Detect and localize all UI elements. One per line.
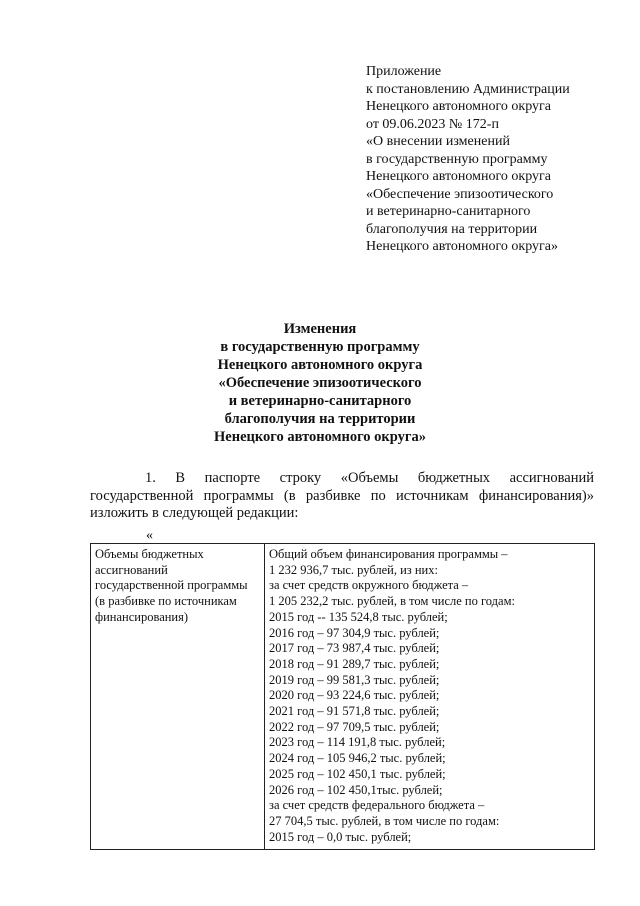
appendix-line: от 09.06.2023 № 172-п xyxy=(366,116,499,132)
title-line: и ветеринарно-санитарного xyxy=(228,393,412,409)
appendix-line: Ненецкого автономного округа» xyxy=(366,239,558,254)
appendix-line: «Обеспечение эпизоотического xyxy=(366,186,554,202)
value-line: за счет средств окружного бюджета – xyxy=(269,578,469,593)
title-line: Ненецкого автономного округа xyxy=(217,357,423,373)
appendix-block xyxy=(366,63,626,256)
document-title xyxy=(140,320,500,446)
row-value-cell xyxy=(265,544,595,850)
value-line: за счет средств федерального бюджета – xyxy=(269,798,485,813)
label-line: ассигнований xyxy=(95,562,168,577)
paragraph-line-1: 1. В паспорте строку «Объемы бюджетных ассигнований xyxy=(145,470,594,486)
appendix-line: благополучия на территории xyxy=(366,221,538,237)
value-line: 2025 год – 102 450,1 тыс. рублей; xyxy=(269,766,446,781)
appendix-line: Ненецкого автономного округа xyxy=(366,169,551,184)
appendix-line: Ненецкого автономного округа xyxy=(366,99,551,114)
opening-quote-mark: « xyxy=(146,528,153,543)
title-line: Ненецкого автономного округа» xyxy=(214,429,426,445)
value-line: 2017 год – 73 987,4 тыс. рублей; xyxy=(269,641,440,656)
value-line: 1 232 936,7 тыс. рублей, из них: xyxy=(269,562,438,577)
value-line: Общий объем финансирования программы – xyxy=(269,547,508,561)
value-line: 2019 год – 99 581,3 тыс. рублей; xyxy=(269,672,440,687)
label-line: государственной программы xyxy=(95,578,248,593)
value-line: 2024 год – 105 946,2 тыс. рублей; xyxy=(269,751,446,766)
value-line: 2020 год – 93 224,6 тыс. рублей; xyxy=(269,688,440,703)
passport-table xyxy=(90,543,595,850)
appendix-line: и ветеринарно-санитарного xyxy=(366,204,531,219)
appendix-line: в государственную программу xyxy=(366,151,548,167)
label-line: Объемы бюджетных xyxy=(95,547,204,561)
label-line: финансирования) xyxy=(95,609,189,624)
appendix-line: Приложение xyxy=(366,64,442,79)
title-line: Изменения xyxy=(283,321,357,337)
amendment-paragraph xyxy=(90,470,594,523)
value-line: 2021 год – 91 571,8 тыс. рублей; xyxy=(269,704,440,719)
value-line: 2026 год – 102 450,1тыс. рублей; xyxy=(269,782,443,797)
title-line: в государственную программу xyxy=(220,339,420,355)
label-line: (в разбивке по источникам xyxy=(95,594,237,609)
table-row xyxy=(91,544,595,850)
paragraph-line-3: изложить в следующей редакции: xyxy=(90,505,299,521)
value-line: 2018 год – 91 289,7 тыс. рублей; xyxy=(269,656,440,671)
title-line: благополучия на территории xyxy=(224,411,416,427)
value-line: 2022 год – 97 709,5 тыс. рублей; xyxy=(269,719,440,734)
appendix-line: к постановлению Администрации xyxy=(366,81,570,97)
value-line: 2015 год -- 135 524,8 тыс. рублей; xyxy=(269,609,448,624)
paragraph-line-2: государственной программы (в разбивке по источникам финансирования)» xyxy=(90,487,594,504)
value-line: 2016 год – 97 304,9 тыс. рублей; xyxy=(269,625,440,640)
title-line: «Обеспечение эпизоотического xyxy=(218,375,422,391)
appendix-line: «О внесении изменений xyxy=(366,134,510,149)
value-line: 2015 год – 0,0 тыс. рублей; xyxy=(269,829,412,844)
value-line: 2023 год – 114 191,8 тыс. рублей; xyxy=(269,735,446,750)
value-line: 1 205 232,2 тыс. рублей, в том числе по годам: xyxy=(269,594,515,609)
row-label-cell xyxy=(91,544,265,850)
value-line: 27 704,5 тыс. рублей, в том числе по годам: xyxy=(269,813,500,828)
